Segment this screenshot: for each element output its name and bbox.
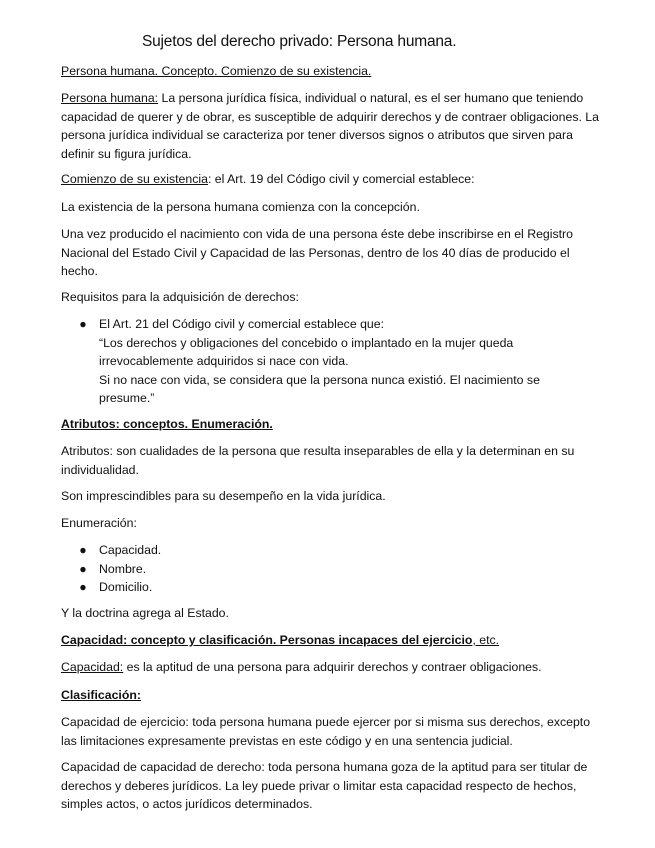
- term-persona-humana: Persona humana:: [61, 91, 159, 105]
- art21-list: [78, 315, 598, 408]
- paragraph-enumeracion: Enumeración:: [61, 516, 137, 530]
- bullet-icon: ●: [79, 317, 87, 331]
- section-heading-atributos: Atributos: conceptos. Enumeración.: [61, 417, 273, 431]
- paragraph-existencia: La existencia de la persona humana comienza con la concepción.: [61, 200, 420, 214]
- section-heading-capacidad: [61, 631, 601, 650]
- enum-item-capacidad: Capacidad.: [99, 543, 162, 557]
- paragraph-nacimiento: Una vez producido el nacimiento con vida de una persona éste debe inscribirse en el Registro Nacional del Estado Civil y Capacidad de las Personas, dentro de los 40 días de producido el hecho.: [61, 227, 573, 278]
- paragraph-comienzo: [61, 170, 601, 189]
- capacidad-definition: es la aptitud de una persona para adquirir derechos y contraer obligaciones.: [123, 660, 542, 674]
- list-item: [78, 541, 598, 560]
- capacidad-heading-tail: , etc.: [472, 633, 500, 647]
- paragraph-atributos: Atributos: son cualidades de la persona que resulta inseparables de ella y la determinan en su individualidad.: [61, 444, 575, 477]
- list-item: [78, 578, 598, 597]
- enum-item-nombre: Nombre.: [99, 561, 147, 576]
- paragraph-doctrina: Y la doctrina agrega al Estado.: [61, 606, 229, 620]
- heading-clasificacion: Clasificación:: [61, 688, 141, 702]
- capacidad-heading-main: Capacidad: concepto y clasificación. Personas incapaces del ejercicio: [61, 633, 473, 647]
- bullet-icon: ●: [79, 561, 87, 576]
- document-title: Sujetos del derecho privado: Persona humana.: [142, 33, 457, 50]
- term-capacidad: Capacidad:: [61, 660, 124, 674]
- art21-line1: El Art. 21 del Código civil y comercial establece que:: [99, 317, 385, 331]
- paragraph-capacidad: [61, 658, 601, 677]
- term-comienzo: Comienzo de su existencia: [61, 172, 208, 186]
- paragraph-persona-humana: [61, 89, 601, 163]
- list-item: [78, 560, 598, 579]
- persona-definition: La persona jurídica física, individual o natural, es el ser humano que teniendo capacidad de querer y de obrar, es susceptible de adquirir derechos y de contraer obligaciones. La persona jurídica individual se caracteriza por tener diversos signos o atributos que sirven para definir su figura jurídica.: [61, 91, 599, 161]
- art21-line2: “Los derechos y obligaciones del concebido o implantado en la mujer queda irrevocablemente adquiridos si nace con vida.: [99, 335, 514, 368]
- paragraph-capacidad-derecho: Capacidad de capacidad de derecho: toda persona humana goza de la aptitud para ser titular de derechos y deberes jurídicos. La ley puede privar o limitar esta capacidad respecto de hechos, simples actos, o actos jurídicos determinados.: [61, 760, 588, 811]
- section-heading-persona: Persona humana. Concepto. Comienzo de su existencia.: [61, 64, 372, 78]
- art21-line3: Si no nace con vida, se considera que la persona nunca existió. El nacimiento se presume.”: [99, 372, 540, 405]
- paragraph-requisitos: Requisitos para la adquisición de derechos:: [61, 290, 299, 304]
- paragraph-capacidad-ejercicio: Capacidad de ejercicio: toda persona humana puede ejercer por si misma sus derechos, excepto las limitaciones expresamente previstas en este código y en una sentencia judicial.: [61, 715, 591, 748]
- bullet-icon: ●: [79, 543, 87, 557]
- list-item: [78, 315, 598, 408]
- enumeracion-list: [78, 541, 598, 597]
- enum-item-domicilio: Domicilio.: [99, 580, 153, 594]
- paragraph-imprescindibles: Son imprescindibles para su desempeño en la vida jurídica.: [61, 489, 386, 503]
- comienzo-text: : el Art. 19 del Código civil y comercial establece:: [207, 172, 475, 186]
- bullet-icon: ●: [79, 580, 87, 594]
